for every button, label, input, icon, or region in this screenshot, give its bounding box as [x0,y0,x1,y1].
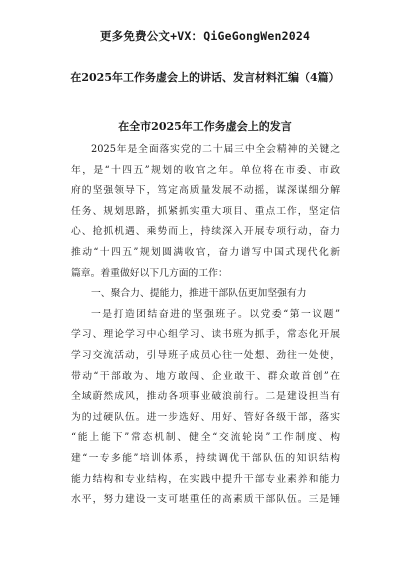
body-line: 年，是“十四五”规划的收官之年。单位将在市委、市政 [71,164,340,176]
body-line: 能力结构和专业结构，在实践中提升干部专业素养和能力 [71,473,340,485]
body-line: 一是打造团结奋进的坚强班子。以党委“第一议题” [91,308,340,320]
body-line: 篇章。着重做好以下几方面的工作： [71,267,228,279]
watermark-header: 更多免费公文+VX：QiGeGongWen2024 [99,29,311,43]
body-line: 水平，努力建设一支可堪重任的高素质干部队伍。三是锤 [71,494,340,506]
body-line: 府的坚强领导下，笃定高质量发展不动摇，谋深谋细分解 [71,185,340,197]
body-line: 建“一专多能”培训体系，持续调优干部队伍的知识结构 [71,452,340,464]
body-line: 学习、理论学习中心组学习、读书班为抓手，常态化开展 [71,329,340,341]
body-line: “能上能下”常态机制、健全“交流轮岗”工作制度、构 [71,432,340,444]
body-line: 带动“干部敢为、地方敢闯、企业敢干、群众敢首创”在 [71,370,340,382]
body-line: 学习交流活动，引导班子成员心往一处想、劲往一处使， [71,349,340,361]
body-line: 全域蔚然成风，推动各项事业破浪前行。二是建设担当有 [71,391,340,403]
body-line: 为的过硬队伍。进一步选好、用好、管好各级干部，落实 [71,411,340,423]
body-line: 推动“十四五”规划圆满收官，奋力谱写中国式现代化新 [71,246,340,258]
document-title: 在2025年工作务虚会上的讲话、发言材料汇编（4篇） [70,71,340,84]
body-line: 任务、规划思路，抓紧抓实重大项目、重点工作，坚定信 [71,205,340,217]
body-line: 心、抢抓机遇、乘势而上，持续深入开展专项行动，奋力 [71,226,340,238]
document-body [71,140,340,511]
section-title: 在全市2025年工作务虚会上的发言 [118,120,292,133]
body-line: 2025年是全面落实党的二十届三中全会精神的关键之 [91,144,340,155]
subheading: 一、聚合力、提能力，推进干部队伍更加坚强有力 [91,288,307,300]
